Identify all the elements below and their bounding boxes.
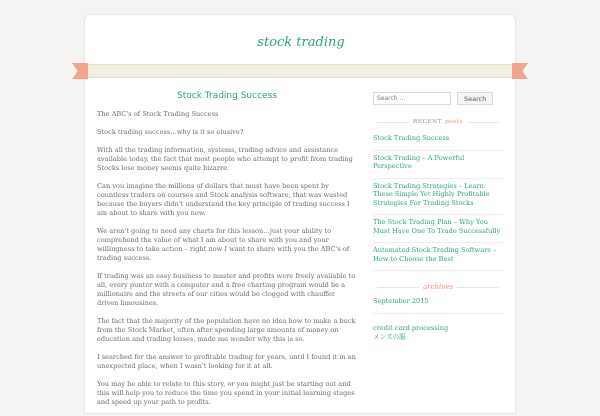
search-form [373,92,503,105]
recent-posts-label: RECENT [412,119,443,125]
post-paragraph: The ABC's of Stock Trading Success [97,110,219,118]
post-paragraph: Stock trading success…why is it so elusive? [97,128,244,136]
post-title[interactable]: Stock Trading Success [177,91,277,101]
archive-link[interactable]: September 2015 [373,297,429,305]
recent-post-item[interactable] [373,215,503,243]
recent-post-link[interactable]: Stock Trading – A Powerful Perspective [373,153,465,170]
recent-post-item[interactable] [373,243,503,271]
post-paragraph: You may be able to relate to this story, or you might just be starting out and this will help you to reduce the time you spend in your initial learning stages and speed up your path to profits. [97,380,355,406]
recent-post-item[interactable] [373,179,503,216]
recent-post-link[interactable]: Stock Trading Success [373,134,450,142]
search-input[interactable] [373,92,451,105]
recent-post-link[interactable]: Stock Trading Strategies – Learn These Simple Yet Highly Profitable Strategies For Trading Stocks [373,181,490,207]
post-paragraph: If trading was an easy business to master and profits were freely available to all, every punter with a computer and a free charting program would be a millionaire and the streets of our cities would be clogged with chauffer driven limousines. [97,272,356,307]
post-content [97,92,357,416]
post-paragraph: We aren't going to need any charts for this lesson…just your ability to comprehend the value of what I am about to share with you and your willingness to take action – right now I want to share with you the ABC's of trading success. [97,227,350,262]
archive-item[interactable] [373,297,503,314]
japanese-link[interactable]: メンズの服 [373,333,406,341]
ribbon-left-tail [72,63,88,79]
archives-title [373,283,503,291]
site-header [85,15,517,71]
recent-post-link[interactable]: The Stock Trading Plan – Why You Must Have One To Trade Successfully [373,218,501,235]
site-title[interactable]: stock trading [257,35,345,50]
credit-card-link[interactable]: credit card processing [373,324,449,332]
post-paragraph: With all the trading information, systems, trading advice and assistance available today, the fact that most people who attempt to profit from trading Stocks lose money seems quite bizarre. [97,146,353,172]
recent-post-item[interactable] [373,131,503,151]
recent-posts-list [373,131,503,271]
post-paragraph: The fact that the majority of the population have no idea how to make a buck from the Stock Market, often after spending large amounts of money on education and trading losses, made me wonder why this is so. [97,317,356,343]
header-ribbon [86,64,524,78]
sidebar [373,92,503,342]
recent-post-link[interactable]: Automated Stock Trading Software – How to Choose the Best [373,246,497,263]
archives-label: archives [423,283,453,291]
recent-post-item[interactable] [373,151,503,179]
recent-posts-title [373,119,503,125]
post-paragraph: Can you imagine the millions of dollars that must have been spent by countless traders on courses and Stock analysis software, that was wasted because the buyers didn't understand the key principle of trading success I am about to share with you now. [97,182,350,217]
search-button[interactable]: Search [457,92,493,105]
extra-links [373,324,503,342]
ribbon-right-tail [512,63,528,79]
post-paragraph: I searched for the answer to profitable trading for years, until I found it in an unexpected place, when I wasn't looking for it at all. [97,353,356,370]
recent-posts-accent: posts [445,119,464,125]
